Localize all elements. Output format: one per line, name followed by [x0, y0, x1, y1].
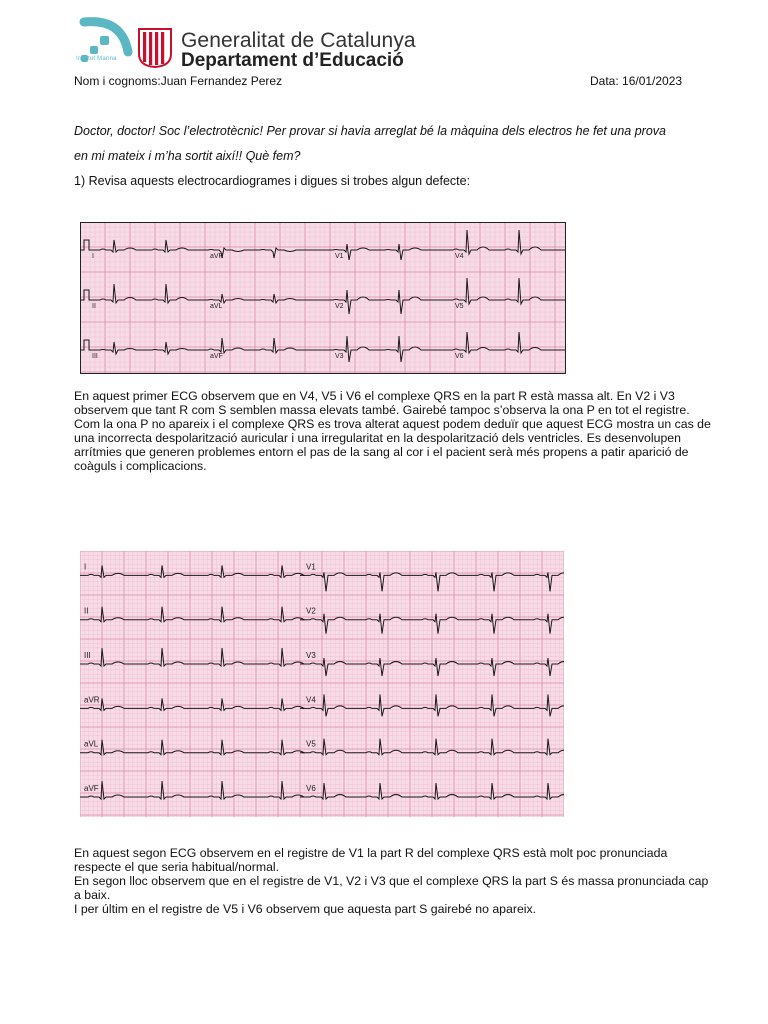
- question-1: 1) Revisa aquests electrocardiogrames i digues si trobes algun defecte:: [74, 174, 471, 188]
- ecg-1-lead-label: aVL: [210, 303, 223, 310]
- ecg-1-lead-label: V3: [335, 353, 344, 360]
- ecg-1-lead-label: I: [92, 253, 94, 260]
- ecg-2-limb-label: I: [84, 562, 87, 572]
- ecg-2: [80, 551, 564, 817]
- ecg-2-limb-label: III: [84, 651, 91, 661]
- ecg-2-limb-label: aVF: [84, 784, 99, 794]
- exam-date: Data: 16/01/2023: [590, 74, 683, 88]
- ecg-1-lead-label: III: [92, 353, 98, 360]
- government-name: Generalitat de Catalunya: [181, 29, 416, 52]
- answer-2-line-2: En segon lloc observem que en el registre de V1, V2 i V3 que el complexe QRS la part S és massa pronunciada cap a baix.: [74, 874, 709, 902]
- ecg-2-precordial-label: V5: [306, 739, 316, 749]
- ecg-2-precordial-label: V6: [306, 784, 316, 794]
- ecg-2-limb-label: aVR: [84, 695, 100, 705]
- ecg-1-lead-label: V2: [335, 303, 344, 310]
- ecg-2-precordial-label: V1: [306, 562, 316, 572]
- ecg-2-precordial-label: V4: [306, 695, 316, 705]
- ecg-1-lead-label: aVR: [210, 253, 224, 260]
- ecg-1: [80, 222, 566, 374]
- ecg-1-lead-label: II: [92, 303, 96, 310]
- ecg-2-limb-label: II: [84, 606, 89, 616]
- answer-2: [74, 846, 714, 916]
- answer-2-line-3: I per últim en el registre de V5 i V6 observem que aquesta part S gairebé no apareix.: [74, 902, 537, 916]
- answer-1-paragraph-2: Com la ona P no apareix i el complexe QRS es trova alterat aquest podem deduïr que aquest ECG mostra un cas de una incorrecta despolarització auricular i una irregularitat en la despolarització dels ventricles. Es desenvolupen arrítmies que generen problemes entorn el pas de la sang al cor i el pacient serà més propens a patir aparició de coàguls i complicacions.: [74, 417, 711, 473]
- student-name: Nom i cognoms:Juan Fernandez Perez: [74, 74, 283, 88]
- answer-1-paragraph-1: En aquest primer ECG observem que en V4, V5 i V6 el complexe QRS en la part R està massa alt. En V2 i V3 observem que tant R com S semblen massa elevats també. Gairebé tampoc s’observa la ona P en tot el registre.: [74, 389, 690, 417]
- ecg-paper: [80, 222, 566, 374]
- ecg-2-precordial-label: V3: [306, 651, 316, 661]
- ecg-1-lead-label: V4: [455, 253, 464, 260]
- generalitat-senyera-icon: [138, 28, 172, 68]
- answer-2-line-1: En aquest segon ECG observem en el registre de V1 la part R del complexe QRS està molt poc pronunciada respecte el que seria habitual/normal.: [74, 846, 668, 874]
- intro-line-1: Doctor, doctor! Soc l’electrotècnic! Per provar si havia arreglat bé la màquina dels electros he fet una prova: [74, 124, 666, 138]
- institute-logo-text: Institut Marina: [76, 56, 117, 62]
- ecg-1-lead-label: V6: [455, 353, 464, 360]
- intro-line-2: en mi mateix i m’ha sortit així!! Què fem?: [74, 149, 301, 163]
- ecg-1-lead-label: V1: [335, 253, 344, 260]
- ecg-1-lead-label: V5: [455, 303, 464, 310]
- department-name: Departament d’Educació: [181, 50, 404, 71]
- ecg-2-precordial-label: V2: [306, 606, 316, 616]
- ecg-1-lead-label: aVF: [210, 353, 223, 360]
- ecg-2-limb-label: aVL: [84, 739, 99, 749]
- answer-1: [74, 389, 714, 473]
